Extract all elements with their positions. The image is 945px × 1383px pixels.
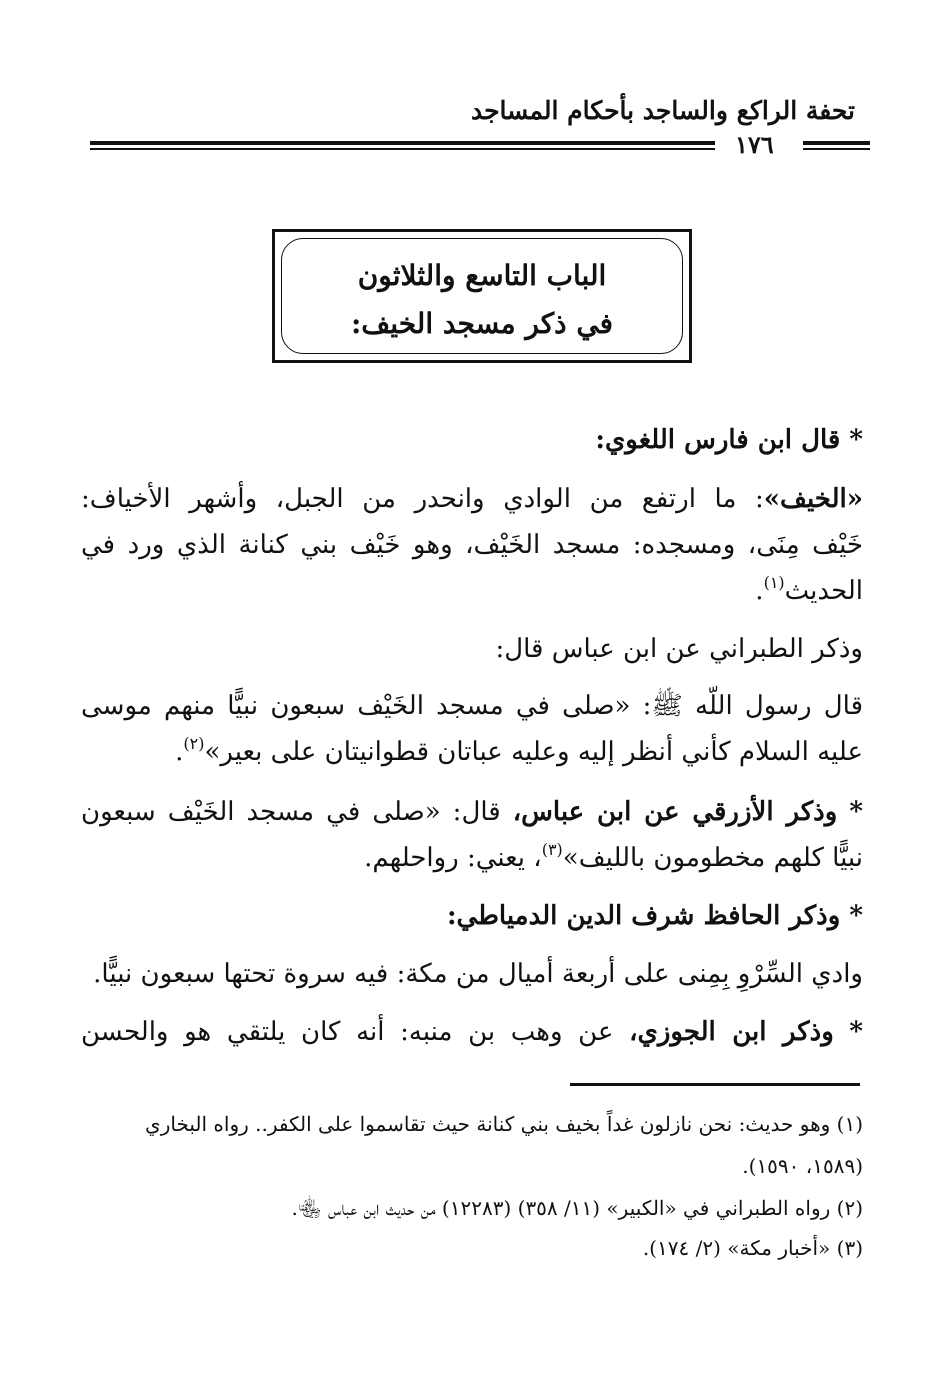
hadith-line2-text: عليه السلام كأني أنظر إليه وعليه عباتان قطوانيتان على بعير» bbox=[204, 737, 863, 767]
azraqi-line2-end: ، يعني: رواحلهم. bbox=[364, 843, 542, 873]
chapter-title-inner-frame bbox=[281, 238, 683, 354]
footnote-1-line1: (١) وهو حديث: نحن نازلون غداً بخيف بني كنانة حيث تقاسموا على الكفر.. رواه البخاري bbox=[145, 1112, 863, 1136]
paragraph-wadi-sarw: وادي السِّرْوِ بِمِنى على أربعة أميال من مكة: فيه سروة تحتها سبعون نبيًّا. bbox=[93, 959, 863, 989]
page-number: ١٧٦ bbox=[735, 130, 774, 159]
section-star: * bbox=[849, 901, 863, 931]
azraqi-line2-text: نبيًّا كلهم مخطومون بالليف» bbox=[562, 843, 863, 873]
paragraph-khayf-line3 bbox=[81, 573, 863, 606]
paragraph-ibn-faris bbox=[81, 427, 863, 453]
chapter-title-line2: في ذكر مسجد الخيف: bbox=[350, 307, 614, 340]
khayf-line3-text: الحديث bbox=[784, 576, 863, 606]
khayf-term: «الخيف» bbox=[763, 484, 863, 514]
paragraph-khayf-line2: خَيْف مِنَى، ومسجده: مسجد الخَيْف، وهو خَيْف بني كنانة الذي ورد في bbox=[81, 530, 863, 560]
hadith-line2-end: . bbox=[175, 737, 184, 767]
khayf-definition: : ما ارتفع من الوادي وانحدر من الجبل، وأشهر الأخياف: bbox=[81, 484, 764, 514]
footnote-1-line2: (١٥٨٩، ١٥٩٠). bbox=[742, 1154, 863, 1178]
paragraph-ibn-jawzi bbox=[81, 1019, 863, 1045]
ibn-jawzi-bold: وذكر ابن الجوزي، bbox=[629, 1017, 834, 1047]
footnote-separator bbox=[570, 1083, 860, 1086]
paragraph-dimyati-text: وذكر الحافظ شرف الدين الدمياطي: bbox=[446, 901, 841, 931]
footnote-3: (٣) «أخبار مكة» (٢/ ١٧٤). bbox=[642, 1236, 863, 1260]
paragraph-ibn-faris-text: قال ابن فارس اللغوي: bbox=[595, 425, 841, 455]
paragraph-hadith-line1: قال رسول اللّه ﷺ: «صلى في مسجد الخَيْف سبعون نبيًّا منهم موسى bbox=[81, 691, 863, 721]
header-rule-bottom-right bbox=[803, 148, 870, 150]
paragraph-azraqi-line2 bbox=[81, 840, 863, 873]
ibn-jawzi-rest: عن وهب بن منبه: أنه كان يلتقي هو والحسن bbox=[81, 1017, 614, 1047]
running-header-title: تحفة الراكع والساجد بأحكام المساجد bbox=[470, 96, 855, 125]
paragraph-hadith-line2 bbox=[81, 734, 863, 767]
footnote-ref-1: (١) bbox=[763, 573, 785, 592]
paragraph-azraqi-line1 bbox=[81, 799, 863, 825]
header-rule-top-right bbox=[803, 141, 870, 145]
paragraph-tabarani-intro: وذكر الطبراني عن ابن عباس قال: bbox=[495, 634, 863, 664]
header-rule-bottom-left bbox=[90, 148, 715, 150]
section-star: * bbox=[849, 1017, 863, 1047]
chapter-title-line1: الباب التاسع والثلاثون bbox=[357, 259, 607, 292]
footnote-ref-2: (٢) bbox=[183, 734, 205, 753]
footnote-ref-3: (٣) bbox=[541, 840, 563, 859]
chapter-title-box bbox=[272, 229, 692, 363]
section-star: * bbox=[849, 797, 863, 827]
azraqi-bold: وذكر الأزرقي عن ابن عباس، bbox=[512, 797, 838, 827]
azraqi-rest: قال: «صلى في مسجد الخَيْف سبعون bbox=[81, 797, 501, 827]
footnote-2: (٢) رواه الطبراني في «الكبير» (١١/ ٣٥٨) (١٢٢٨٣) من حديث ابن عباس ﵄. bbox=[291, 1196, 863, 1220]
khayf-line3-end: . bbox=[755, 576, 764, 606]
paragraph-khayf-line1 bbox=[81, 486, 863, 512]
paragraph-dimyati bbox=[81, 903, 863, 929]
section-star: * bbox=[849, 425, 863, 455]
header-rule-top-left bbox=[90, 141, 715, 145]
